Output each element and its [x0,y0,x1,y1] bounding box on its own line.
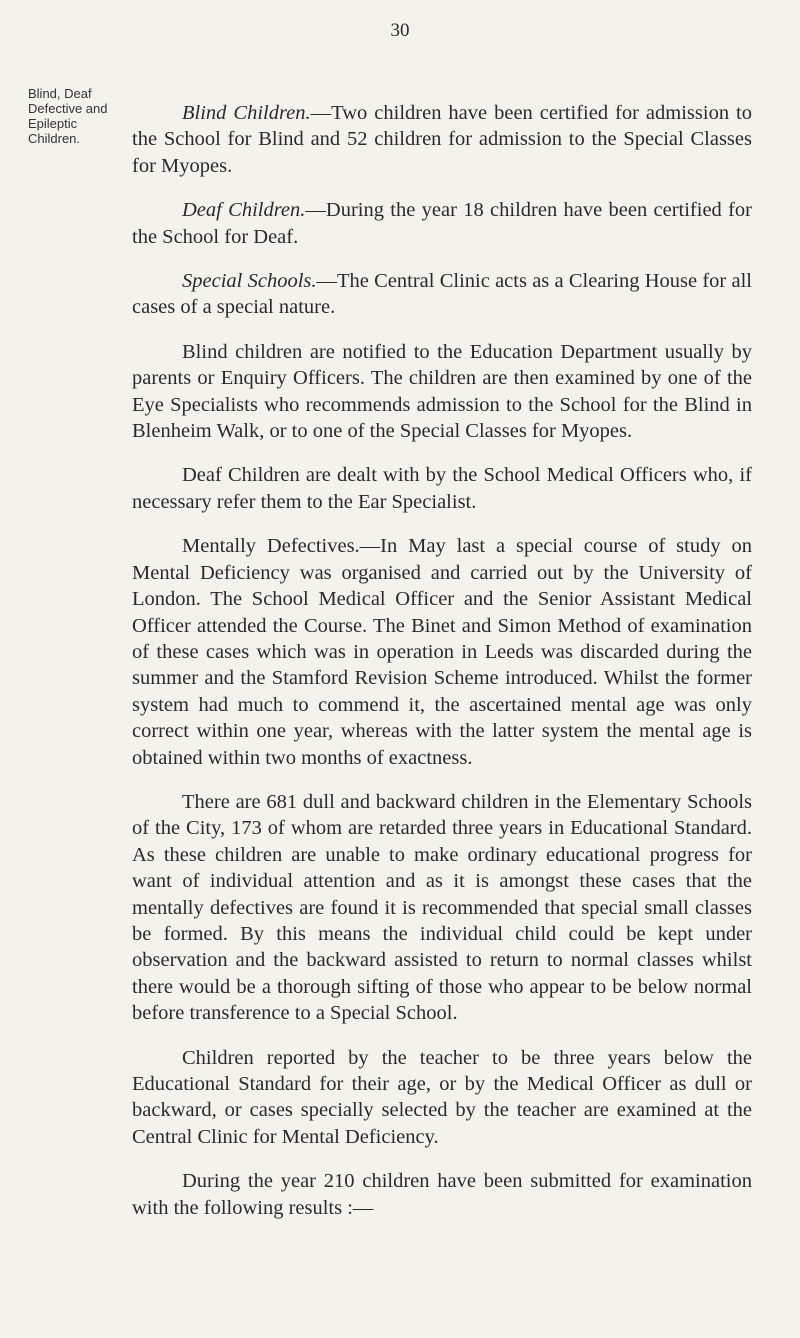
body-text [132,100,752,1239]
margin-note-line: Epileptic [28,116,78,131]
paragraph-reported-children: Children reported by the teacher to be three years below the Educational Standard for their age, or by the Medical Officer as dull or backward, or cases specially selected by the teacher are examined at the Central Clinic for Mental Deficiency. [132,1046,752,1148]
paragraph-dull-backward: There are 681 dull and backward children in the Elementary Schools of the City, 173 of whom are retarded three years in Educational Standard. As these children are unable to make ordinary educational progress for want of individual attention and as it is amongst these cases that the mentally defectives are found it is recommended that special small classes be formed. By this means the individual child could be kept under observation and the backward assisted to return to normal classes whilst there would be a thorough sifting of those who appear to be below normal before transference to a Special School. [132,790,752,1025]
paragraph-examination-results: During the year 210 children have been submitted for examination with the following results :— [132,1170,752,1219]
paragraph-blind-notification: Blind children are notified to the Education Department usually by parents or Enquiry Officers. The children are then examined by one of the Eye Specialists who recommends admission to the School for the Blind in Blenheim Walk, or to one of the Special Classes for Myopes. [132,340,752,443]
margin-note-line: Blind, Deaf [28,86,92,101]
paragraph-heading: Deaf Children. [182,199,306,222]
paragraph-mentally-defectives: Mentally Defectives.—In May last a special course of study on Mental Deficiency was organised and carried out by the University of London. The School Medical Officer and the Senior Assistant Medical Officer attended the Course. The Binet and Simon Method of examination of these cases which was in operation in Leeds was discarded during the summer and the Stamford Revision Scheme introduced. Whilst the former system had much to commend it, the ascertained mental age was only correct within one year, whereas with the latter system the mental age is obtained within two months of exactness. [132,535,752,769]
margin-note-line: Defective and [28,101,108,116]
margin-note-line: Children. [28,131,81,146]
page-number: 30 [390,20,410,41]
paragraph-special-schools: Special Schools.—The Central Clinic acts as a Clearing House for all cases of a special nature. [132,270,752,319]
margin-note [28,86,124,146]
paragraph-heading: Special Schools. [182,270,317,293]
paragraph-heading: Blind Children. [182,102,311,124]
paragraph-blind-children: Blind Children.—Two children have been certified for admission to the School for Blind and 52 children for admission to the Special Classes for Myopes. [132,102,753,177]
paragraph-deaf-children: Deaf Children.—During the year 18 children have been certified for the School for Deaf. [132,199,752,248]
paragraph-deaf-referral: Deaf Children are dealt with by the School Medical Officers who, if necessary refer them to the Ear Specialist. [132,464,752,513]
